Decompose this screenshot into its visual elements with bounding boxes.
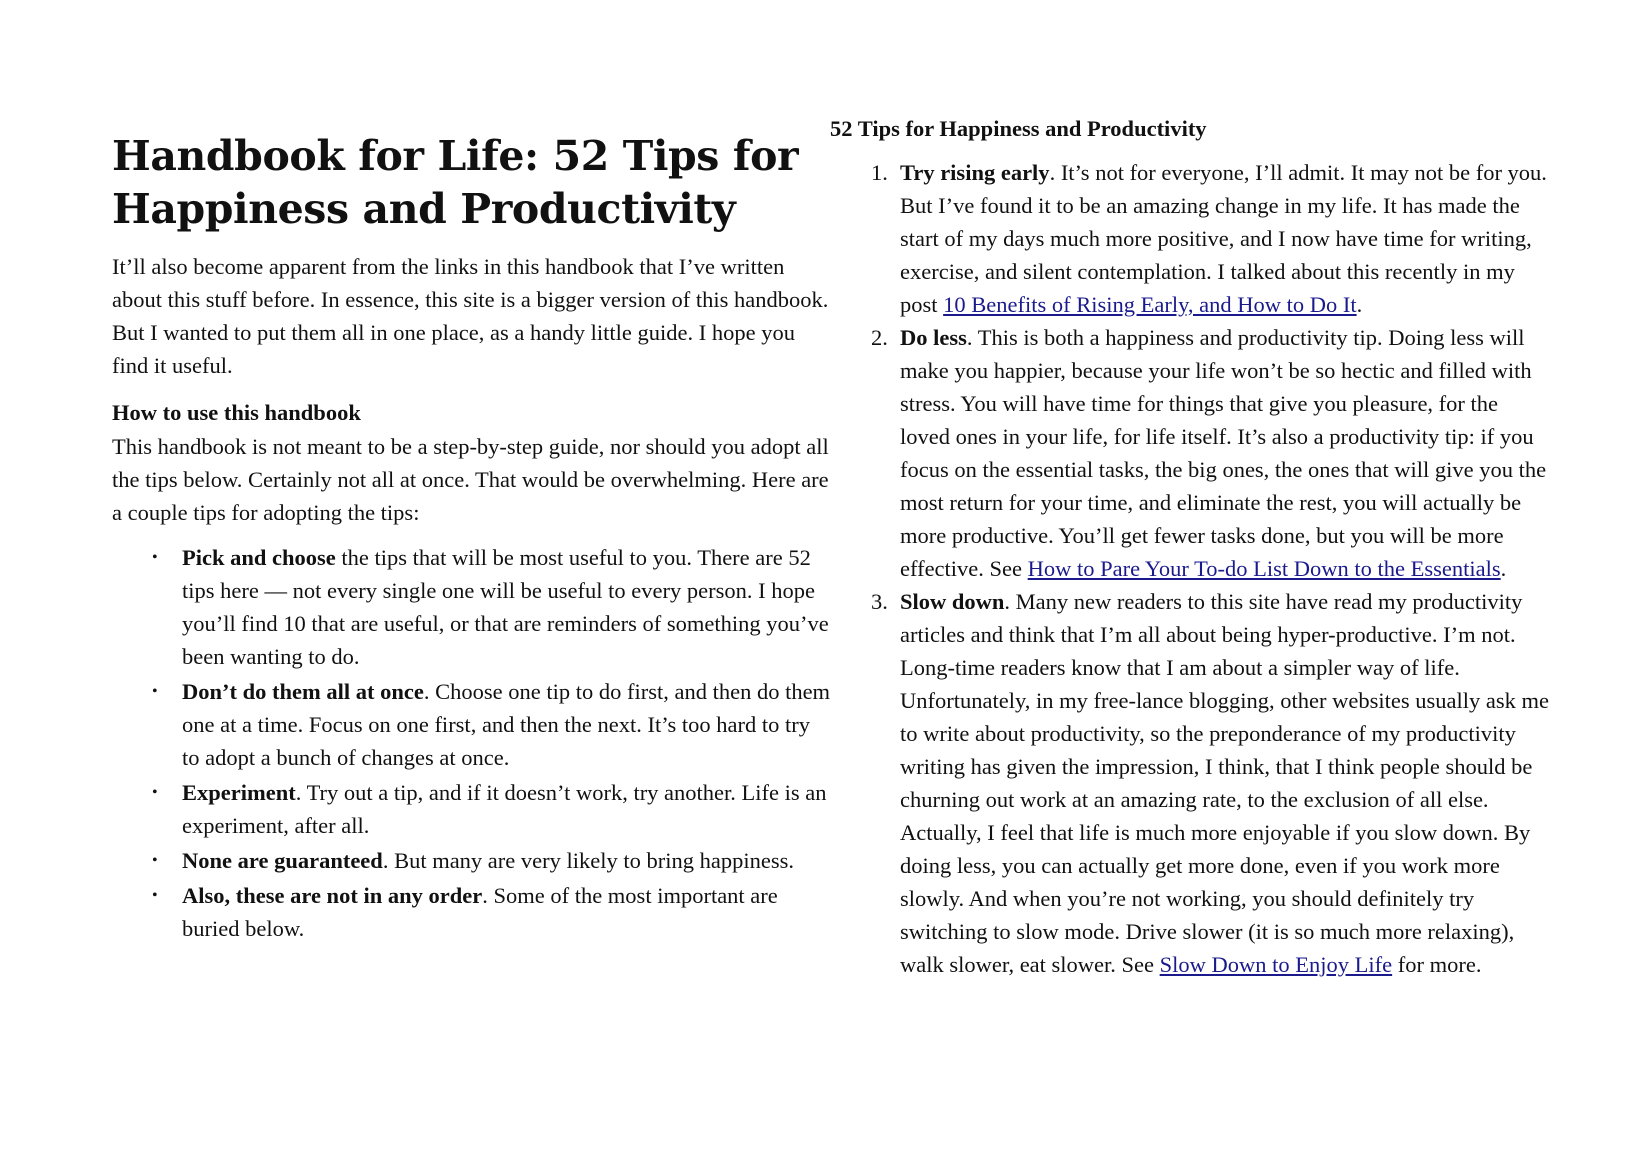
item-after: . bbox=[1500, 556, 1507, 581]
item-text: . This is both a happiness and productivity tip. Doing less will make you happier, because your life won’t be so hectic and filled with stress. You will have time for things that give you pleasure, for the loved ones in your life, for life itself. It’s also a productivity tip: if you focus on the essential tasks, the big ones, the ones that will give you the most return for your time, and eliminate the rest, you will actually be more productive. You’ll get fewer tasks done, but you will be more effective. See bbox=[900, 325, 1547, 581]
item-text: . It’s not for everyone, I’ll admit. It may not be for you. But I’ve found it to be an amazing change in my life. It has made the start of my days much more positive, and I now have time for writing, exercise, and silent contemplation. I talked about this recently in my post bbox=[900, 160, 1547, 317]
list-item-bold: None are guaranteed bbox=[182, 848, 383, 873]
list-item-bold: Don’t do them all at once bbox=[182, 679, 424, 704]
list-item-bold: Experiment bbox=[182, 780, 296, 805]
item-number: 3. bbox=[871, 589, 888, 614]
right-column bbox=[830, 114, 1550, 981]
numbered-item bbox=[871, 585, 1550, 981]
numbered-item bbox=[871, 321, 1550, 585]
list-item-bold: Pick and choose bbox=[182, 545, 336, 570]
list-item-text: . But many are very likely to bring happiness. bbox=[382, 848, 794, 873]
bullet-icon: • bbox=[152, 683, 158, 700]
bullet-icon: • bbox=[152, 852, 158, 869]
howto-heading: How to use this handbook bbox=[112, 400, 361, 425]
numbered-tips-list bbox=[830, 156, 1550, 981]
pare-todo-link[interactable]: How to Pare Your To-do List Down to the Essentials bbox=[1027, 556, 1501, 581]
list-item-text: . Try out a tip, and if it doesn’t work, try another. Life is an experiment, after all. bbox=[182, 780, 827, 838]
intro-paragraph: It’ll also become apparent from the links in this handbook that I’ve written about this stuff before. In essence, this site is a bigger version of this handbook. But I wanted to put them all in one place, as a handy little guide. I hope you find it useful. bbox=[112, 254, 829, 378]
list-item-text: the tips that will be most useful to you. There are 52 tips here — not every single one will be useful to every person. I hope you’ll find 10 that are useful, or that are reminders of something you’ve been wanting to do. bbox=[182, 545, 829, 669]
tips-heading: 52 Tips for Happiness and Productivity bbox=[830, 116, 1207, 141]
slow-down-link[interactable]: Slow Down to Enjoy Life bbox=[1159, 952, 1393, 977]
item-after: . bbox=[1356, 292, 1363, 317]
list-item bbox=[152, 844, 832, 877]
bullet-icon: • bbox=[152, 784, 158, 801]
item-bold: Try rising early bbox=[900, 160, 1050, 185]
page-title: Handbook for Life: 52 Tips for Happiness and Productivity bbox=[112, 132, 799, 233]
list-item-text: . Some of the most important are buried below. bbox=[182, 883, 778, 941]
item-bold: Do less bbox=[900, 325, 967, 350]
bullet-icon: • bbox=[152, 887, 158, 904]
item-number: 2. bbox=[871, 325, 888, 350]
item-number: 1. bbox=[871, 160, 888, 185]
list-item bbox=[152, 541, 832, 673]
rising-early-link[interactable]: 10 Benefits of Rising Early, and How to Do It bbox=[943, 292, 1357, 317]
list-item-bold: Also, these are not in any order bbox=[182, 883, 483, 908]
tips-list bbox=[112, 541, 832, 945]
howto-paragraph: This handbook is not meant to be a step-by-step guide, nor should you adopt all the tips below. Certainly not all at once. That would be overwhelming. Here are a couple tips for adopting the tips: bbox=[112, 434, 829, 525]
numbered-item bbox=[871, 156, 1550, 321]
left-column bbox=[112, 130, 832, 947]
bullet-icon: • bbox=[152, 549, 158, 566]
item-text: . Many new readers to this site have read my productivity articles and think that I’m all about being hyper-productive. I’m not. Long-time readers know that I am about a simpler way of life. Unfortunately, in my free-lance blogging, other websites usually ask me to write about productivity, so the preponderance of my productivity writing has given the impression, I think, that I think people should be churning out work at an amazing rate, to the exclusion of all else. Actually, I feel that life is much more enjoyable if you slow down. By doing less, you can actually get more done, even if you work more slowly. And when you’re not working, you should definitely try switching to slow mode. Drive slower (it is so much more relaxing), walk slower, eat slower. See bbox=[900, 589, 1549, 977]
item-after: for more. bbox=[1392, 952, 1482, 977]
list-item bbox=[152, 675, 832, 774]
item-bold: Slow down bbox=[900, 589, 1005, 614]
list-item bbox=[152, 776, 832, 842]
list-item-text: . Choose one tip to do first, and then do them one at a time. Focus on one first, and then the next. It’s too hard to try to adopt a bunch of changes at once. bbox=[182, 679, 831, 770]
list-item bbox=[152, 879, 832, 945]
